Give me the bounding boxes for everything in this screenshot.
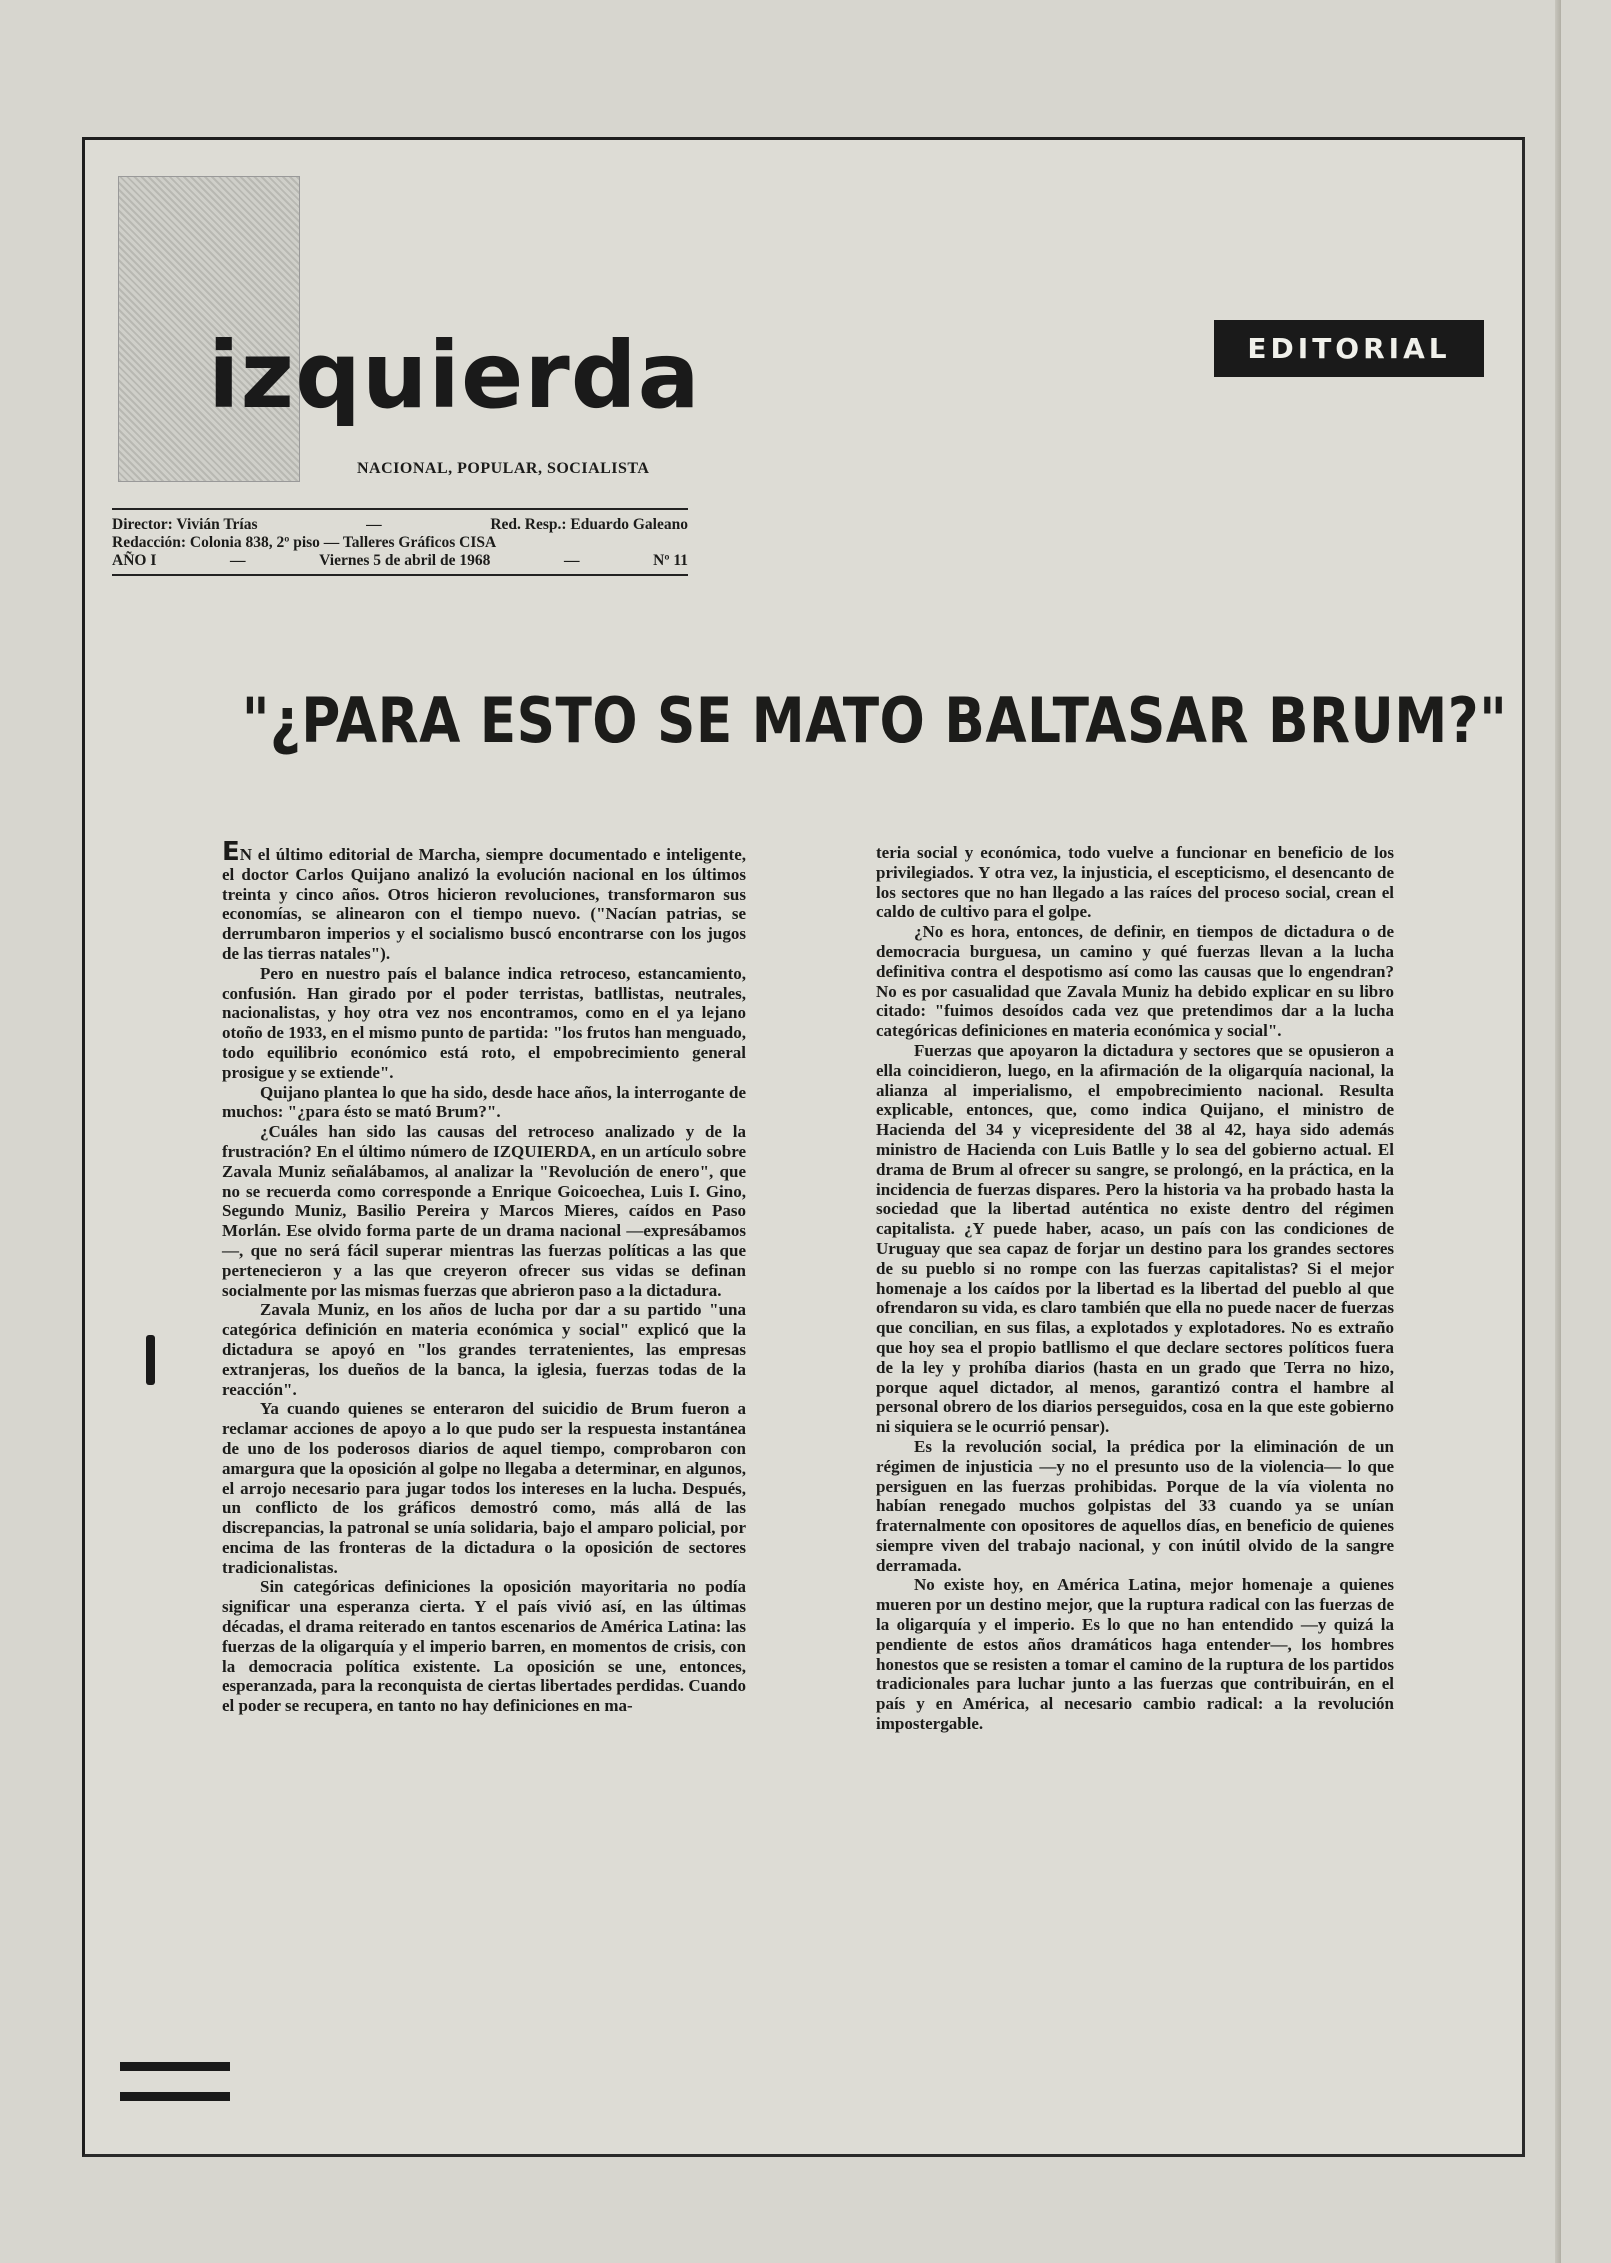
paragraph: Quijano plantea lo que ha sido, desde hace años, la interrogante de muchos: "¿para ésto se mató Brum?".	[222, 1082, 746, 1122]
headline: "¿PARA ESTO SE MATO BALTASAR BRUM?"	[241, 684, 1508, 757]
paragraph: Es la revolución social, la prédica por la eliminación de un régimen de injusticia —y no el presunto uso de la violencia— lo que persiguen en las fuerzas prohibidas. Porque de la vía violenta no habían renegado muchos golpistas del 33 cuando ya se unían fraternalmente con opositores de aquellos días, en beneficio de quienes siempre viven del trabajo nacional, y con inútil olvido de la sangre derramada.	[876, 1436, 1394, 1575]
masthead-subtitle: NACIONAL, POPULAR, SOCIALISTA	[357, 460, 650, 477]
director: Director: Vivián Trías	[112, 516, 258, 533]
paragraph: EN el último editorial de Marcha, siempre documentado e inteligente, el doctor Carlos Quijano analizó la evolución nacional en los últimos treinta y cinco años. Otros hicieron revoluciones, transformaron sus economías, se alinearon con el tiempo nuevo. ("Nacían patrias, se derrumbaron imperios y el socialismo buscó encontrarse con los jugos de las tierras natales").	[222, 837, 746, 963]
paragraph: Zavala Muniz, en los años de lucha por dar a su partido "una categórica definición en materia económica y social" explicó que la dictadura se apoyó en "los grandes terratenientes, las empresas extranjeras, los dueños de la banca, la iglesia, fuerzas todas de la reacción".	[222, 1300, 746, 1399]
margin-mark	[146, 1335, 155, 1385]
year: AÑO I	[112, 552, 157, 569]
separator: —	[230, 552, 246, 569]
page-edge	[1555, 0, 1561, 2263]
separator: —	[564, 552, 580, 569]
paragraph: ¿No es hora, entonces, de definir, en tiempos de dictadura o de democracia burguesa, un camino y qué fuerzas llevan a la lucha definitiva contra el despotismo así como las causas que lo engendran? No es por casualidad que Zavala Muniz ha debido explicar en su libro citado: "fuimos desoídos cada vez que pretendimos dar a la lucha categóricas definiciones en materia económica y social".	[876, 922, 1394, 1041]
separator: —	[366, 516, 382, 533]
decorative-bar	[120, 2092, 230, 2101]
issue-date: Viernes 5 de abril de 1968	[319, 552, 491, 569]
masthead-row-2	[112, 534, 688, 552]
paragraph: Sin categóricas definiciones la oposición mayoritaria no podía significar una esperanza cierta. Y el país vivió así, en las últimas décadas, el drama reiterado en tantos escenarios de América Latina: las fuerzas de la oligarquía y el imperio barren, en momentos de crisis, con la democracia política existente. La oposición se une, entonces, esperanzada, para la reconquista de ciertas libertades perdidas. Cuando el poder se recupera, en tanto no hay definiciones en ma-	[222, 1577, 746, 1716]
masthead-row-3	[112, 552, 688, 570]
decorative-bar	[120, 2062, 230, 2071]
article-column-left	[222, 837, 746, 1716]
paragraph: ¿Cuáles han sido las causas del retroceso analizado y de la frustración? En el último número de IZQUIERDA, en un artículo sobre Zavala Muniz señalábamos, al analizar la "Revolución de enero", que no se recuerda como corresponde a Enrique Goicoechea, Luis I. Gino, Segundo Muniz, Basilio Pereira y Marcos Mieres, caídos en Paso Morlán. Ese olvido forma parte de un drama nacional —expresábamos—, que no será fácil superar mientras las fuerzas políticas a las que pertenecieron y a las que creyeron ofrecer sus vidas se definan socialmente por las mismas fuerzas que abrieron paso a la dictadura.	[222, 1122, 746, 1300]
article-column-right	[876, 843, 1394, 1734]
paragraph: Pero en nuestro país el balance indica retroceso, estancamiento, confusión. Han girado por el poder terristas, batllistas, neutrales, nacionalistas, y hoy otra vez nos encontramos, como en el ya lejano otoño de 1933, en el mismo punto de partida: "los frutos han menguado, todo equilibrio económico está roto, el empobrecimiento general prosigue y se extiende".	[222, 963, 746, 1082]
masthead-row-1	[112, 516, 688, 534]
logo-title: izquierda	[208, 322, 701, 429]
address: Redacción: Colonia 838, 2º piso — Talleres Gráficos CISA	[112, 534, 497, 551]
paragraph: Ya cuando quienes se enteraron del suicidio de Brum fueron a reclamar acciones de apoyo a lo que pudo ser la respuesta instantánea de uno de los poderosos diarios de aquel tiempo, comprobaron con amargura que la oposición al golpe no llegaba a determinar, en algunos, el arrojo necesario para jugar todos los intereses en la lucha. Después, un conflicto de los gráficos demostró como, más allá de las discrepancias, la patronal se unía solidaria, bajo el amparo policial, por encima de las fronteras de la dictadura o la oposición de sectores tradicionalistas.	[222, 1399, 746, 1577]
paragraph: No existe hoy, en América Latina, mejor homenaje a quienes mueren por un destino mejor, que la ruptura radical con las fuerzas de la oligarquía y el imperio. Es lo que no han entendido —y quizá la pendiente de estos años dramáticos haga entender—, los hombres honestos que se resisten a tomar el camino de la ruptura de los partidos tradicionales para luchar junto a las fuerzas que contribuirán, en el país y en América, al necesario cambio radical: a la revolución impostergable.	[876, 1575, 1394, 1734]
editorial-badge: EDITORIAL	[1214, 320, 1484, 377]
responsible-editor: Red. Resp.: Eduardo Galeano	[490, 516, 688, 533]
paragraph: teria social y económica, todo vuelve a funcionar en beneficio de los privilegiados. Y otra vez, la injusticia, el escepticismo, el desencanto de los sectores que no han llegado a las raíces del proceso social, crean el caldo de cultivo para el golpe.	[876, 843, 1394, 922]
paragraph: Fuerzas que apoyaron la dictadura y sectores que se opusieron a ella coincidieron, luego, en la afirmación de la oligarquía nacional, la alianza al imperialismo, el empobrecimiento nacional. Resulta explicable, entonces, que, como indica Quijano, el ministro de Hacienda del 34 y vicepresidente del 38 al 42, haya sido además ministro de Hacienda con Luis Batlle y lo sea del gobierno actual. El drama de Brum al ofrecer su sangre, se prolongó, en la práctica, en la incidencia de fuerzas dispares. Pero la historia va ha probado hasta la sociedad que la libertad auténtica no existe dentro del régimen capitalista. ¿Y puede haber, acaso, un país con las condiciones de Uruguay que sea capaz de forjar un destino para los grandes sectores de su pueblo si no rompe con las fuerzas capitalistas? Si el mejor homenaje a los caídos por la libertad es la libertad del pueblo al que ofrendaron su vida, es claro también que ella no puede nacer de fuerzas que concilian, en sus filas, a explotados y explotadores. No es extraño que hoy sea el propio batllismo el que declare sectores políticos fuera de la ley y prohíba diarios (hasta en un grado que Terra no hizo, porque aquel dictador, al menos, garantizó contra el hambre al personal obrero de los diarios perseguidos, cosa en la que este gobierno ni siquiera se le ocurrió pensar).	[876, 1040, 1394, 1437]
drop-cap: E	[222, 837, 240, 867]
masthead-info	[112, 508, 688, 576]
issue-number: Nº 11	[653, 552, 688, 569]
